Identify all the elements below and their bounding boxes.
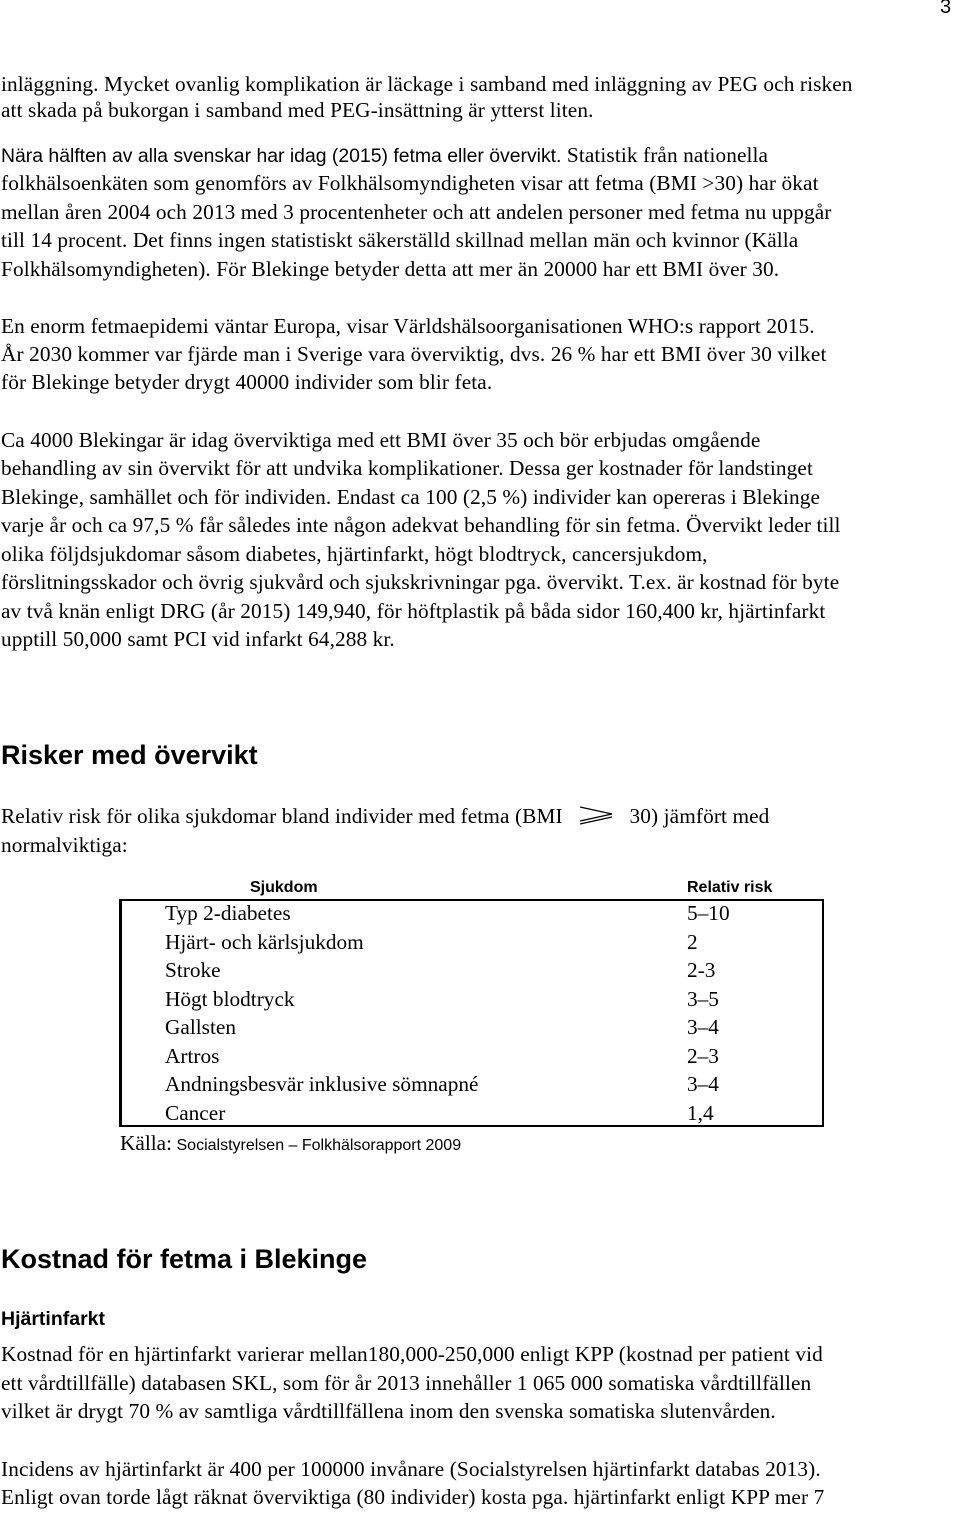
table-row-disease: Gallsten [165, 1015, 236, 1039]
table-source [120, 1131, 461, 1156]
table-row-disease: Hjärt- och kärlsjukdom [165, 930, 364, 954]
intro-line-1: inläggning. Mycket ovanlig komplikation är läckage i samband med inläggning av PEG och risken [1, 72, 853, 96]
cost-line-7: av två knän enligt DRG (år 2015) 149,940, för höftplastik på båda sidor 160,400 kr, hjärtinfarkt [1, 599, 826, 623]
who-line-2: År 2030 kommer var fjärde man i Sverige vara överviktig, dvs. 26 % har ett BMI över 30 vilket [1, 342, 827, 366]
table-source-text: Socialstyrelsen – Folkhälsorapport 2009 [172, 1137, 462, 1154]
mi-line-1: Kostnad för en hjärtinfarkt varierar mellan180,000-250,000 enligt KPP (kostnad per patient vid [1, 1342, 823, 1366]
table-row-risk: 3–4 [687, 1015, 719, 1039]
table-header-relative-risk: Relativ risk [687, 879, 773, 896]
cost-line-4: varje år och ca 97,5 % får således inte någon adekvat behandling för sin fetma. Övervikt leder till [1, 513, 841, 537]
stats-line-1-serif: Statistik från nationella [561, 143, 769, 167]
table-row-disease: Cancer [165, 1101, 226, 1125]
table-row-risk: 3–4 [687, 1072, 719, 1096]
table-row-risk: 1,4 [687, 1101, 714, 1125]
intro-line-2: att skada på bukorgan i samband med PEG-insättning är ytterst liten. [1, 98, 594, 122]
cost-heading: Kostnad för fetma i Blekinge [1, 1244, 368, 1274]
who-line-1: En enorm fetmaepidemi väntar Europa, visar Världshälsoorganisationen WHO:s rapport 2015. [1, 314, 815, 338]
table-row-risk: 5–10 [687, 901, 730, 925]
mi-line-3: vilket är drygt 70 % av samtliga vårdtillfällena inom den svenska somatiska slutenvården. [1, 1399, 776, 1423]
table-header-disease: Sjukdom [250, 879, 318, 896]
greater-than-or-equal-icon [578, 805, 620, 825]
table-row-risk: 2-3 [687, 958, 716, 982]
stats-line-1 [1, 143, 768, 168]
stats-line-2: folkhälsoenkäten som genomförs av Folkhälsomyndigheten visar att fetma (BMI >30) har ökat [1, 171, 819, 195]
cost-line-6: förslitningsskador och övrig sjukvård och sjukskrivningar pga. övervikt. T.ex. är kostnad för byte [1, 570, 840, 594]
cost-line-5: olika följdsjukdomar såsom diabetes, hjärtinfarkt, högt blodtryck, cancersjukdom, [1, 542, 708, 566]
risks-heading: Risker med övervikt [1, 740, 258, 770]
table-row-risk: 2–3 [687, 1044, 719, 1068]
table-row-risk: 3–5 [687, 987, 719, 1011]
stats-line-4: till 14 procent. Det finns ingen statistiskt säkerställd skillnad mellan män och kvinnor (Källa [1, 228, 799, 252]
incidence-line-1: Incidens av hjärtinfarkt är 400 per 100000 invånare (Socialstyrelsen hjärtinfarkt databas 2013). [1, 1457, 821, 1481]
risks-intro-line-1 [1, 804, 769, 829]
cost-line-2: behandling av sin övervikt för att undvika komplikationer. Dessa ger kostnader för landstinget [1, 456, 813, 480]
page-number: 3 [940, 0, 952, 18]
incidence-line-2: Enligt ovan torde lågt räknat överviktiga (80 individer) kosta pga. hjärtinfarkt enligt KPP mer 7 [1, 1485, 825, 1509]
cost-line-1: Ca 4000 Blekingar är idag överviktiga med ett BMI över 35 och bör erbjudas omgående [1, 428, 761, 452]
table-row-disease: Högt blodtryck [165, 987, 295, 1011]
mi-subheading: Hjärtinfarkt [1, 1308, 106, 1330]
risks-intro-part1: Relativ risk för olika sjukdomar bland individer med fetma (BMI [1, 804, 563, 828]
stats-line-3: mellan åren 2004 och 2013 med 3 procentenheter och att andelen personer med fetma nu uppgår [1, 200, 832, 224]
table-row-risk: 2 [687, 930, 698, 954]
cost-line-8: upptill 50,000 samt PCI vid infarkt 64,288 kr. [1, 627, 395, 651]
risks-intro-part2: 30) jämfört med [629, 804, 770, 828]
table-row-disease: Typ 2-diabetes [165, 901, 291, 925]
who-line-3: för Blekinge betyder drygt 40000 individer som blir feta. [1, 370, 493, 394]
table-row-disease: Andningsbesvär inklusive sömnapné [165, 1072, 479, 1096]
stats-line-5: Folkhälsomyndigheten). För Blekinge betyder detta att mer än 20000 har ett BMI över 30. [1, 257, 780, 281]
risks-intro-line-2: normalviktiga: [1, 833, 128, 857]
mi-line-2: ett vårdtillfälle) databasen SKL, som för år 2013 innehåller 1 065 000 somatiska vårdtillfällen [1, 1371, 812, 1395]
table-row-disease: Artros [165, 1044, 220, 1068]
cost-line-3: Blekinge, samhället och för individen. Endast ca 100 (2,5 %) individer kan opereras i Blekinge [1, 485, 821, 509]
stats-line-1-sans: Nära hälften av alla svenskar har idag (2015) fetma eller övervikt. [1, 145, 562, 167]
table-source-label: Källa: [120, 1131, 173, 1155]
table-row-disease: Stroke [165, 958, 221, 982]
